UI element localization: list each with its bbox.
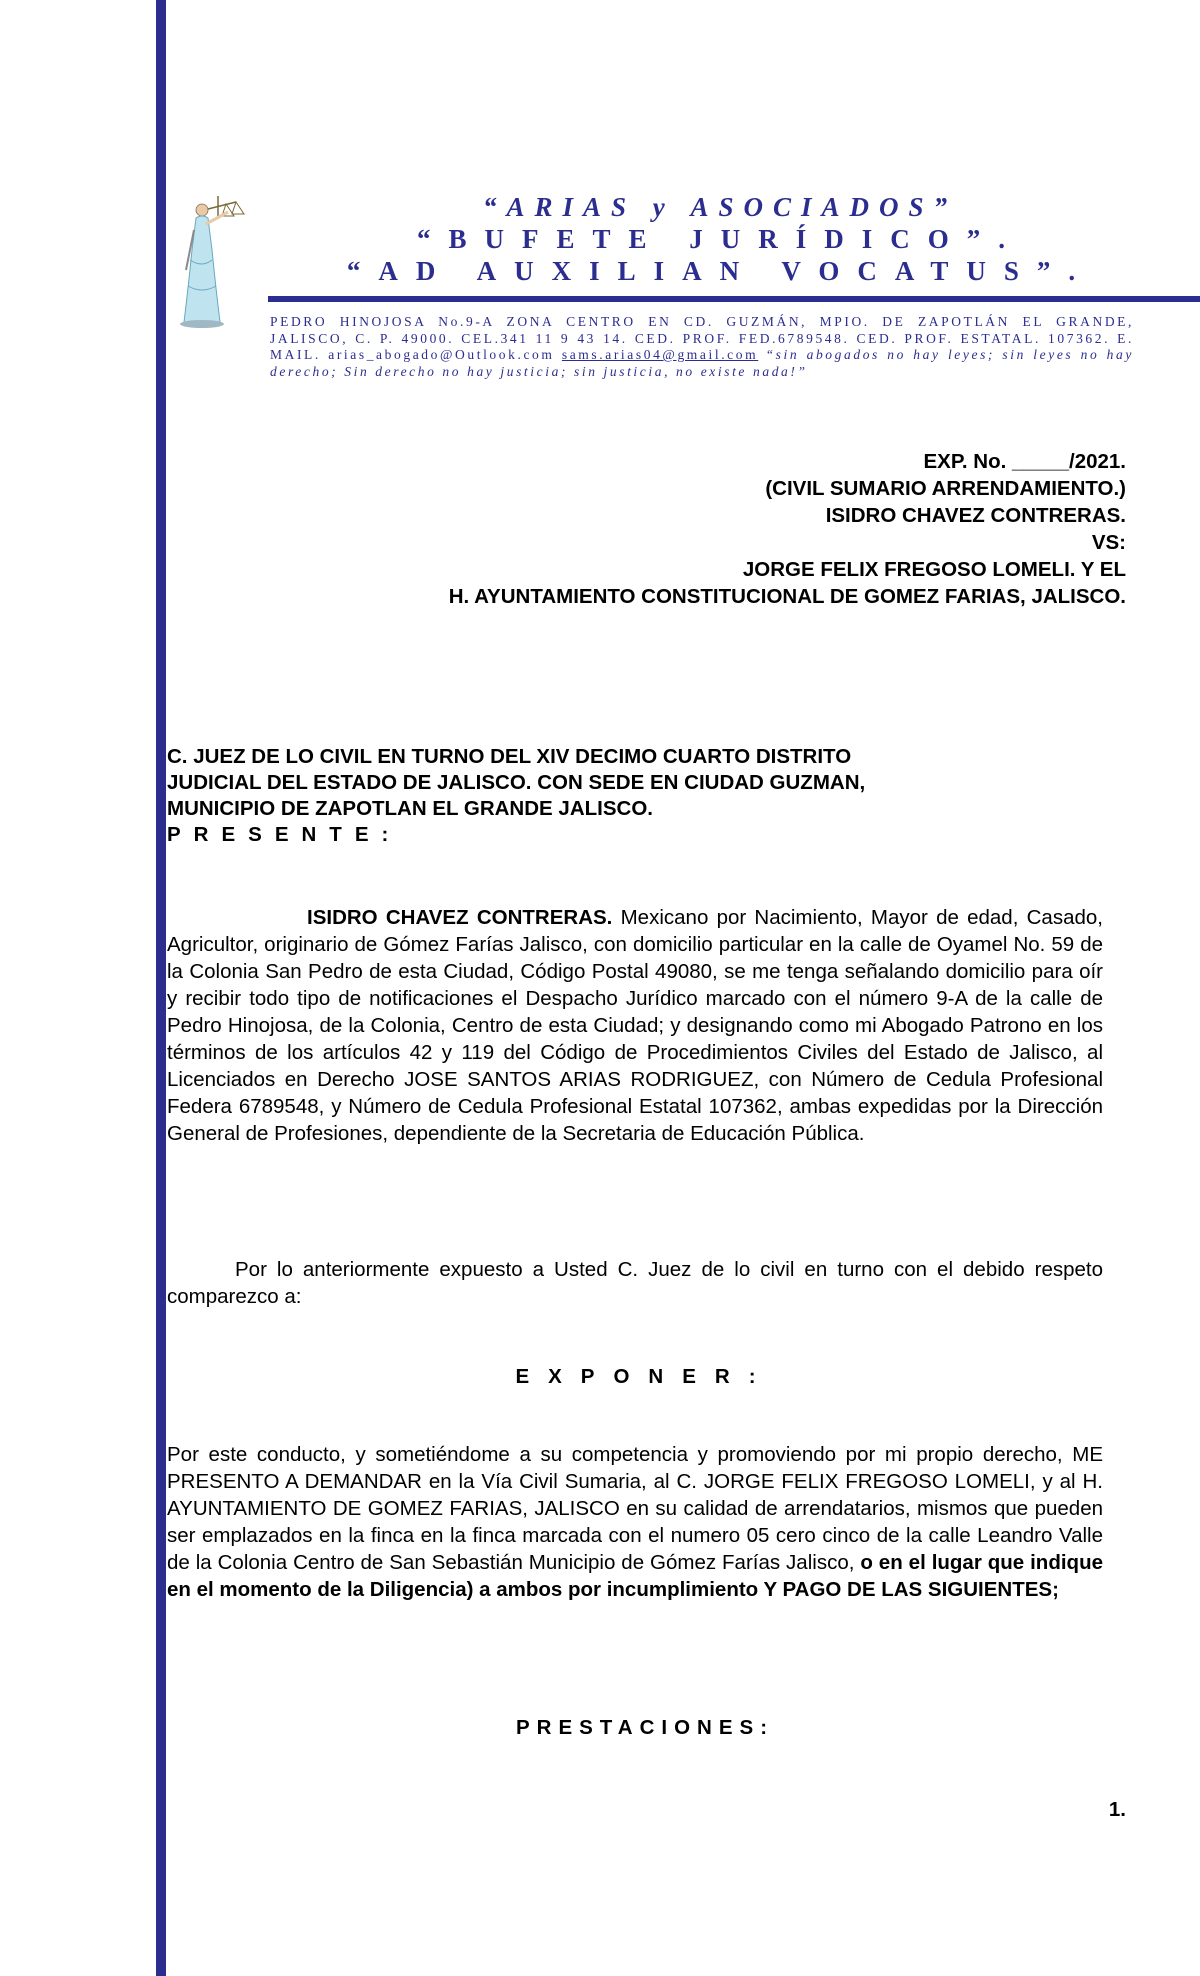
firm-subtitle: “BUFETE JURÍDICO”. xyxy=(416,224,1024,254)
lady-justice-logo xyxy=(176,190,262,330)
judge-addressee xyxy=(167,744,987,848)
presente-label: PRESENTE: xyxy=(167,823,402,846)
intro-text: Mexicano por Nacimiento, Mayor de edad, Casado, Agricultor, originario de Gómez Farías Jalisco, con domicilio particular en la calle de Oyamel No. 59 de la Colonia San Pedro de esta Ciudad, Código Postal 49080, se me tenga señalando domicilio para oír y recibir todo tipo de notificaciones el Despacho Jurídico marcado con el número 9-A de la calle de Pedro Hinojosa, de la Colonia, Centro de esta Ciudad; y designando como mi Abogado Patrono en los términos de los artículos 42 y 119 del Código de Procedimientos Civiles del Estado de Jalisco, al Licenciados en Derecho JOSE SANTOS ARIAS RODRIGUEZ, con Número de Cedula Profesional Federa 6789548, y Número de Cedula Profesional Estatal 107362, ambas expedidas por la Dirección General de Profesiones, dependiente de la Secretaria de Educación Pública. xyxy=(167,906,1103,1145)
plaintiff-name: ISIDRO CHAVEZ CONTRERAS. xyxy=(825,504,1126,527)
claim-text: Por este conducto, y sometiéndome a su competencia y promoviendo por mi propio derecho, ME PRESENTO A DEMANDAR en la Vía Civil Sumaria, al C. JORGE FELIX FREGOSO LOMELI, y al H. AYUNTAMIENTO DE GOMEZ FARIAS, JALISCO en su calidad de arrendatarios, mismos que pueden ser emplazados en la finca en la finca marcada con el numero 05 cero cinco de la calle Leandro Valle de la Colonia Centro de San Sebastián Municipio de Gómez Farías Jalisco, xyxy=(167,1443,1103,1574)
versus: VS: xyxy=(1091,531,1126,554)
case-type: (CIVIL SUMARIO ARRENDAMIENTO.) xyxy=(765,477,1126,500)
email-link[interactable]: sams.arias04@gmail.com xyxy=(561,347,759,362)
page-number: 1. xyxy=(1108,1798,1126,1821)
prestaciones-heading: PRESTACIONES: xyxy=(515,1716,775,1739)
appearance-paragraph: Por lo anteriormente expuesto a Usted C. Juez de lo civil en turno con el debido respeto comparezco a: xyxy=(167,1258,1103,1308)
addressee-line-2: JUDICIAL DEL ESTADO DE JALISCO. CON SEDE EN CIUDAD GUZMAN, xyxy=(167,771,866,794)
defendant-line-1: JORGE FELIX FREGOSO LOMELI. Y EL xyxy=(742,558,1126,581)
plaintiff-bold-name: ISIDRO CHAVEZ CONTRERAS. xyxy=(307,906,613,929)
exponer-heading: EXPONER: xyxy=(515,1365,775,1388)
case-header xyxy=(449,448,1126,610)
claim-paragraph xyxy=(167,1441,1103,1603)
firm-quote: “sin abogados no hay leyes; sin leyes no hay derecho; Sin derecho no hay justicia; sin justicia, no existe nada!” xyxy=(270,347,1134,379)
case-number: EXP. No. _____/2021. xyxy=(923,450,1126,473)
firm-motto-latin: “AD AUXILIAN VOCATUS”. xyxy=(346,256,1094,286)
claim-bold-text: o en el lugar que indique en el momento de la Diligencia) a ambos por incumplimiento Y PAGO DE LAS SIGUIENTES; xyxy=(167,1551,1103,1601)
intro-paragraph xyxy=(167,904,1103,1147)
header-rule xyxy=(268,296,1200,302)
defendant-line-2: H. AYUNTAMIENTO CONSTITUCIONAL DE GOMEZ FARIAS, JALISCO. xyxy=(448,585,1126,608)
addressee-line-1: C. JUEZ DE LO CIVIL EN TURNO DEL XIV DECIMO CUARTO DISTRITO xyxy=(167,745,852,768)
left-margin-bar xyxy=(156,0,166,1976)
firm-name: “ARIAS y ASOCIADOS” xyxy=(482,192,958,222)
contact-block xyxy=(270,314,1134,380)
addressee-line-3: MUNICIPIO DE ZAPOTLAN EL GRANDE JALISCO. xyxy=(167,797,653,820)
contact-address: PEDRO HINOJOSA No.9-A ZONA CENTRO EN CD. GUZMÁN, MPIO. DE ZAPOTLÁN EL GRANDE, JALISCO, C. P. 49000. CEL.341 11 9 43 14. CED. PROF. FED.6789548. CED. PROF. ESTATAL. 107362. E. MAIL. arias_abogado@Outlook.com xyxy=(270,314,1134,362)
